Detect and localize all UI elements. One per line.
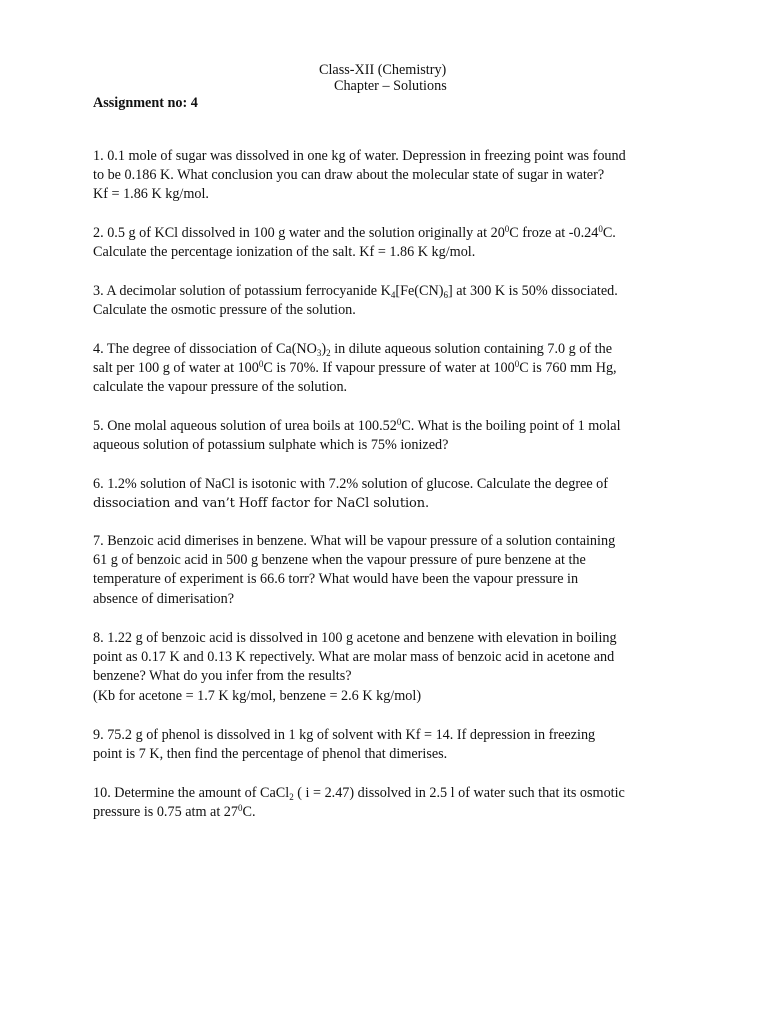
- question-2-line-1: [93, 224, 693, 243]
- question-8-line-4: (Kb for acetone = 1.7 K kg/mol, benzene = 2.6 K kg/mol): [93, 687, 422, 704]
- q4-text-b: ): [321, 341, 327, 357]
- q4-text-a: 4. The degree of dissociation of Ca(NO: [93, 341, 317, 357]
- question-2-line-2: Calculate the percentage ionization of the salt. Kf = 1.86 K kg/mol.: [93, 244, 476, 261]
- question-10-line-2: [93, 803, 693, 822]
- question-10-line-1: [93, 784, 693, 803]
- q4-sub-2: 2: [326, 348, 331, 358]
- question-1-line-3: Kf = 1.86 K kg/mol.: [93, 186, 209, 203]
- q3-sub-2: 6: [443, 290, 448, 300]
- q4-text-f: C is 760 mm Hg,: [519, 360, 617, 377]
- question-5-line-2: aqueous solution of potassium sulphate which is 75% ionized?: [93, 437, 449, 454]
- question-1-line-2: to be 0.186 K. What conclusion you can draw about the molecular state of sugar in water?: [93, 167, 605, 184]
- q4-degree-sup-2: 0: [514, 359, 520, 370]
- q3-text-a: 3. A decimolar solution of potassium ferrocyanide K: [93, 283, 391, 299]
- question-8-line-3: benzene? What do you infer from the results?: [93, 668, 352, 685]
- q4-text-e: C is 70%. If vapour pressure of water at 100: [263, 360, 515, 377]
- question-1: [93, 147, 693, 205]
- question-6-line-1: 6. 1.2% solution of NaCl is isotonic with 7.2% solution of glucose. Calculate the degree of: [93, 476, 608, 492]
- q5-degree-sup-1: 0: [396, 417, 402, 427]
- question-5: [93, 417, 693, 455]
- q4-sub-1: 3: [316, 348, 322, 358]
- q10-text-b: ( i = 2.47) dissolved in 2.5 l of water such that its osmotic: [293, 785, 625, 801]
- question-3: [93, 282, 693, 320]
- q2-text-b: C froze at -0.24: [509, 225, 599, 241]
- question-7: [93, 532, 693, 609]
- question-8-line-1: 8. 1.22 g of benzoic acid is dissolved in 100 g acetone and benzene with elevation in boiling: [93, 630, 617, 646]
- question-5-line-1: [93, 417, 693, 436]
- question-4-line-2: [93, 359, 693, 378]
- q3-sub-1: 4: [390, 290, 396, 300]
- q10-text-d: C.: [242, 804, 256, 821]
- q10-text-c: pressure is 0.75 atm at 27: [93, 804, 238, 821]
- question-1-line-1: 1. 0.1 mole of sugar was dissolved in one kg of water. Depression in freezing point was found: [93, 148, 626, 164]
- q10-sub-1: 2: [289, 792, 294, 802]
- q5-text-a: 5. One molal aqueous solution of urea boils at 100.52: [93, 418, 397, 434]
- question-6-line-2: dissociation and van’t Hoff factor for NaCl solution.: [93, 496, 430, 512]
- question-7-line-4: absence of dimerisation?: [93, 590, 235, 607]
- q2-degree-sup-1: 0: [504, 224, 510, 234]
- q3-text-b: [Fe(CN): [395, 283, 444, 299]
- q2-degree-sup-2: 0: [598, 224, 603, 234]
- question-3-line-1: [93, 282, 693, 301]
- chapter-heading: Chapter – Solutions: [334, 78, 447, 94]
- assignment-title: Assignment no: 4: [93, 95, 198, 111]
- question-9-line-2: point is 7 K, then find the percentage of phenol that dimerises.: [93, 746, 448, 763]
- question-7-line-2: 61 g of benzoic acid in 500 g benzene when the vapour pressure of pure benzene at the: [93, 552, 586, 569]
- q4-text-c: in dilute aqueous solution containing 7.0 g of the: [330, 341, 613, 357]
- q2-text-c: C.: [602, 225, 616, 241]
- question-6: [93, 475, 693, 513]
- question-7-line-1: 7. Benzoic acid dimerises in benzene. What will be vapour pressure of a solution containing: [93, 533, 616, 549]
- q10-degree-sup-1: 0: [238, 803, 243, 814]
- question-8-line-2: point as 0.17 K and 0.13 K repectively. What are molar mass of benzoic acid in acetone and: [93, 649, 615, 666]
- q10-text-a: 10. Determine the amount of CaCl: [93, 785, 290, 801]
- question-8: [93, 629, 693, 706]
- q3-text-c: ] at 300 K is 50% dissociated.: [447, 283, 618, 299]
- class-heading: Class-XII (Chemistry): [319, 62, 447, 78]
- q4-degree-sup-1: 0: [258, 359, 264, 370]
- q2-text-a: 2. 0.5 g of KCl dissolved in 100 g water and the solution originally at 20: [93, 225, 505, 241]
- q5-text-b: C. What is the boiling point of 1 molal: [401, 418, 621, 434]
- question-9-line-1: 9. 75.2 g of phenol is dissolved in 1 kg of solvent with Kf = 14. If depression in freezing: [93, 727, 596, 743]
- question-4-line-3: calculate the vapour pressure of the solution.: [93, 379, 348, 396]
- question-7-line-3: temperature of experiment is 66.6 torr? What would have been the vapour pressure in: [93, 571, 579, 588]
- question-10: [93, 784, 693, 822]
- question-4-line-1: [93, 340, 693, 359]
- q4-text-d: salt per 100 g of water at 100: [93, 360, 259, 377]
- question-4: [93, 340, 693, 398]
- question-2: [93, 224, 693, 262]
- question-9: [93, 726, 693, 764]
- question-3-line-2: Calculate the osmotic pressure of the solution.: [93, 302, 356, 319]
